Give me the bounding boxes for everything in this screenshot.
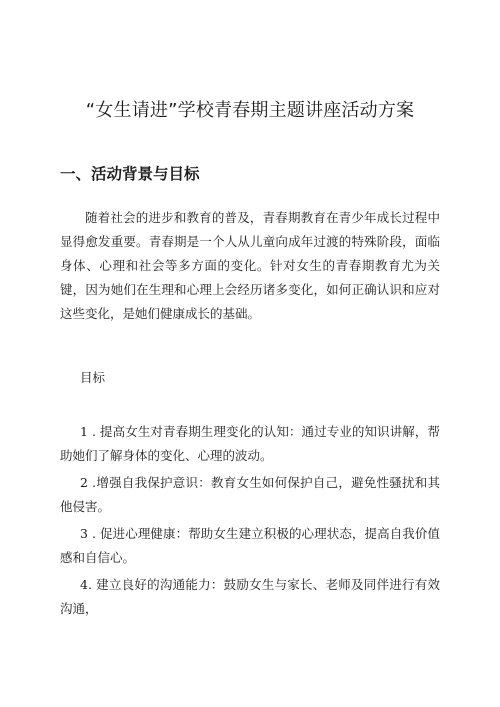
goal-item-2: 2 .增强自我保护意识：教育女生如何保护自己，避免性骚扰和其他侵害。	[60, 475, 440, 514]
intro-paragraph: 随着社会的进步和教育的普及，青春期教育在青少年成长过程中显得愈发重要。青春期是一个人从儿童向成年过渡的特殊阶段，面临身体、心理和社会等多方面的变化。针对女生的青春期教育尤为关键，因为她们在生理和心理上会经历诸多变化，如何正确认识和应对这些变化，是她们健康成长的基础。	[60, 210, 440, 321]
section-heading: 一、活动背景与目标	[60, 165, 200, 183]
goal-item-4: 4. 建立良好的沟通能力：鼓励女生与家长、老师及同伴进行有效沟通，	[60, 577, 440, 616]
goals-list	[60, 420, 440, 624]
goals-label: 目标	[80, 370, 106, 385]
goal-item-3: 3 . 促进心理健康：帮助女生建立积极的心理状态，提高自我价值感和自信心。	[60, 526, 440, 565]
document-title: “女生请进”学校青春期主题讲座活动方案	[85, 100, 415, 121]
goal-item-1: 1 . 提高女生对青春期生理变化的认知：通过专业的知识讲解，帮助她们了解身体的变化、心理的波动。	[60, 424, 440, 463]
